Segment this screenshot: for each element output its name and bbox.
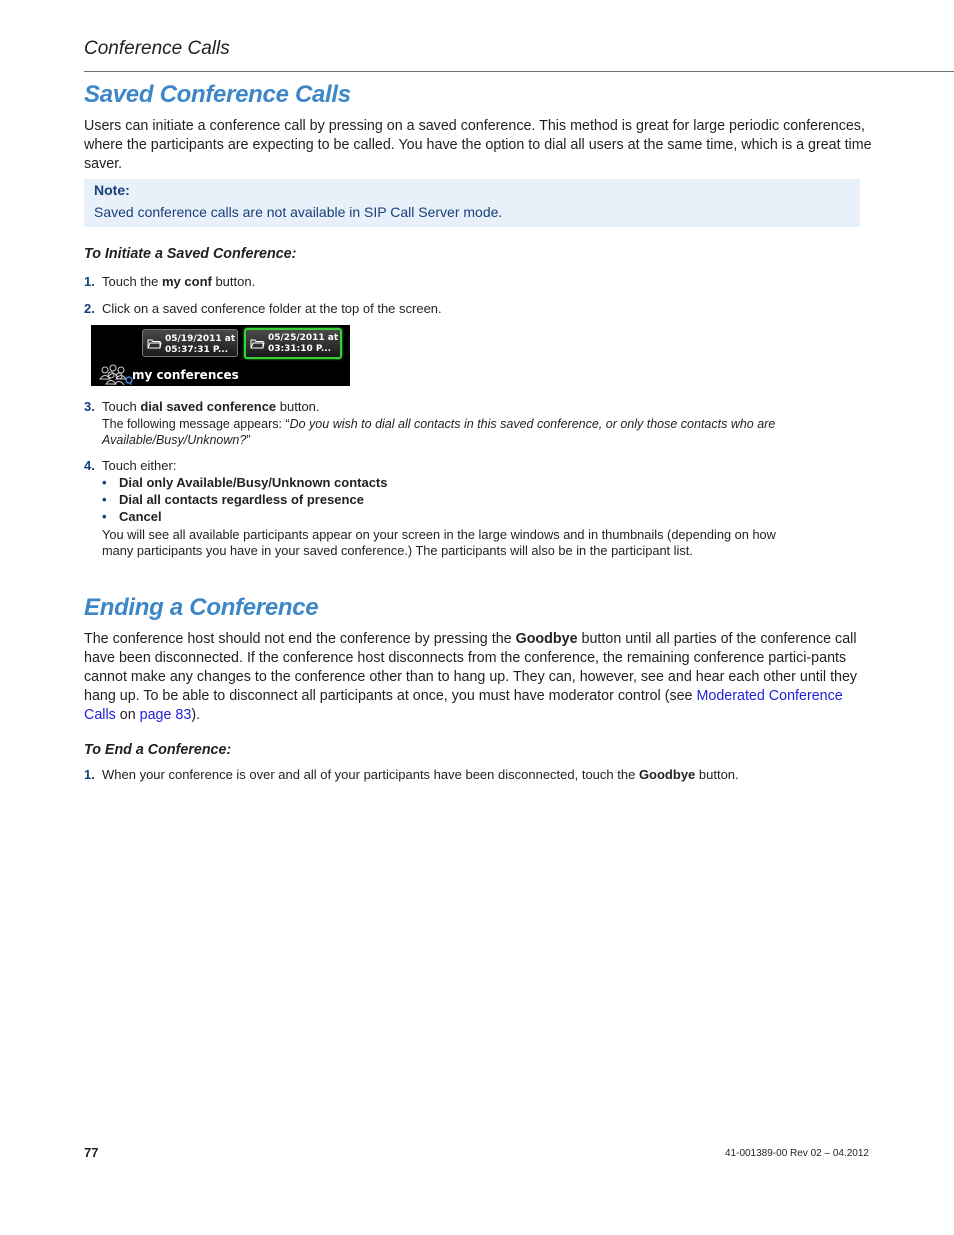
ending-text: button until all parties of the conference call have been disconnected. If the conference host disconnects from the conference, the remaining conference partici-pants cannot make any changes to the conference other than to hang up. They can, however, see and hear each other until they hang up. To be able to disconnect all participants at once, you must have moderator control (see bbox=[84, 631, 858, 704]
saved-intro: Users can initiate a conference call by pressing on a saved conference. This method is great for large periodic conferences, where the participants are expecting to be called. You have the option to dial all users at the same time, which is a great time saver. bbox=[84, 118, 872, 172]
ending-text: ). bbox=[191, 707, 201, 723]
my-conferences-label: my conferences bbox=[132, 368, 239, 382]
folder-time: 03:31:10 P... bbox=[268, 344, 332, 354]
moderated-conference-calls-link[interactable]: Moderated Conference Calls bbox=[84, 688, 843, 723]
my-conf-term: my conf bbox=[162, 274, 212, 289]
folder-icon bbox=[147, 338, 162, 349]
option-text: Dial all contacts regardless of presence bbox=[119, 492, 364, 507]
folder-date: 05/25/2011 at bbox=[268, 333, 339, 343]
step-text: Click on a saved conference folder at the top of the screen. bbox=[102, 301, 442, 316]
my-conferences-screenshot bbox=[91, 325, 350, 386]
note-text: Saved conference calls are not available in SIP Call Server mode. bbox=[94, 204, 503, 220]
section-title-ending: Ending a Conference bbox=[84, 594, 319, 621]
message-prefix: The following message appears: “ bbox=[102, 417, 290, 431]
step-number: 2. bbox=[84, 301, 95, 316]
procedure-title-end: To End a Conference: bbox=[84, 742, 232, 758]
step-number: 1. bbox=[84, 767, 95, 782]
bullet-icon: • bbox=[102, 492, 107, 507]
document-id: 41-001389-00 Rev 02 – 04.2012 bbox=[724, 1148, 869, 1159]
step-text: Touch bbox=[102, 399, 141, 414]
step-text: button. bbox=[695, 767, 739, 782]
folder-time: 05:37:31 P... bbox=[165, 345, 229, 355]
bullet-icon: • bbox=[102, 509, 107, 524]
note-box bbox=[84, 179, 860, 227]
option-text: Cancel bbox=[119, 509, 162, 524]
step-number: 3. bbox=[84, 399, 95, 414]
step-3-message bbox=[102, 416, 792, 448]
note-label: Note: bbox=[94, 182, 130, 198]
message-text: Do you wish to dial all contacts in this saved conference, or only those contacts who are Available/Busy/Unknown? bbox=[102, 417, 776, 447]
ending-text: The conference host should not end the conference by pressing the bbox=[84, 631, 516, 647]
folder-date: 05/19/2011 at bbox=[165, 334, 236, 344]
people-group-icon bbox=[99, 363, 135, 385]
page-number: 77 bbox=[84, 1145, 99, 1160]
message-suffix: ” bbox=[246, 433, 251, 447]
header-rule bbox=[84, 71, 954, 72]
goodbye-term: Goodbye bbox=[515, 631, 578, 647]
saved-conference-folder-1[interactable] bbox=[142, 329, 238, 357]
saved-conference-folder-2[interactable] bbox=[244, 328, 342, 359]
section-title-saved: Saved Conference Calls bbox=[84, 81, 351, 108]
step-text: button. bbox=[276, 399, 320, 414]
step-4-result: You will see all available participants appear on your screen in the large windows and in thumbnails (depending on how many participants you have in your saved conference.) The participants will also be in the participant list. bbox=[102, 527, 776, 558]
step-text: When your conference is over and all of your participants have been disconnected, touch the bbox=[102, 767, 639, 782]
folder-icon bbox=[250, 338, 265, 349]
step-number: 1. bbox=[84, 274, 95, 289]
procedure-title-initiate: To Initiate a Saved Conference: bbox=[84, 246, 297, 262]
page-83-link[interactable]: page 83 bbox=[139, 707, 192, 723]
ending-paragraph bbox=[84, 630, 859, 725]
step-text: Touch either: bbox=[102, 458, 177, 473]
bullet-icon: • bbox=[102, 475, 107, 490]
step-text: button. bbox=[211, 274, 256, 289]
running-header: Conference Calls bbox=[84, 38, 230, 59]
option-text: Dial only Available/Busy/Unknown contacts bbox=[119, 475, 388, 490]
step-text: Touch the bbox=[102, 274, 162, 289]
dial-saved-conference-term: dial saved conference bbox=[140, 399, 277, 414]
goodbye-term: Goodbye bbox=[638, 767, 696, 782]
ending-text: on bbox=[115, 707, 140, 723]
step-number: 4. bbox=[84, 458, 95, 473]
